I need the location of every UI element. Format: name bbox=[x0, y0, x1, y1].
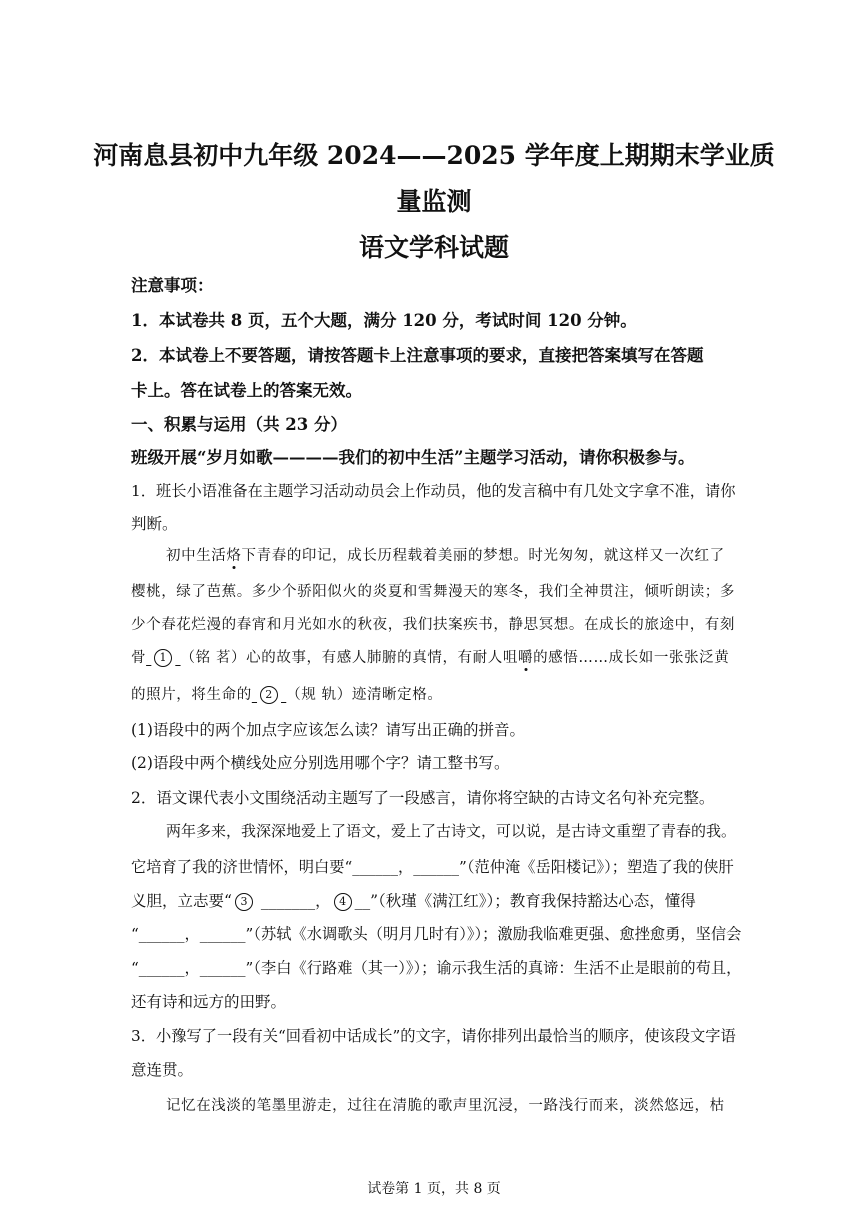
dotted-char: 嚼 bbox=[517, 650, 534, 666]
exam-title-line2: 量监测 bbox=[396, 187, 472, 216]
q2-passage-line3 bbox=[131, 889, 741, 911]
section1-heading: 一、积累与运用（共 23 分） bbox=[131, 415, 347, 434]
q3-stem-line1: 3．小豫写了一段有关“回看初中话成长”的文字，请你排列出最恰当的顺序，使该段文字语 bbox=[131, 1027, 736, 1045]
q1-sub1: (1)语段中的两个加点字应该怎么读？请写出正确的拼音。 bbox=[131, 721, 525, 739]
notice-heading: 注意事项： bbox=[131, 276, 214, 295]
q2-passage-line1: 两年多来，我深深地爱上了语文，爱上了古诗文，可以说，是古诗文重塑了青春的我。 bbox=[166, 822, 737, 840]
exam-title-line1: 河南息县初中九年级 2024——2025 学年度上期期末学业质 bbox=[93, 141, 775, 170]
q1-passage-line1 bbox=[166, 544, 741, 565]
passage-text: 义胆，立志要“ bbox=[131, 892, 232, 910]
blank-1 bbox=[146, 650, 180, 666]
exam-subtitle: 语文学科试题 bbox=[358, 233, 509, 262]
notice-item-2-line2: 卡上。答在试卷上的答案无效。 bbox=[131, 381, 362, 400]
q1-passage-line2: 樱桃，绿了芭蕉。多少个骄阳似火的炎夏和雪舞漫天的寒冬，我们全神贯注，倾听朗读；多 bbox=[131, 584, 735, 600]
passage-text: _______， bbox=[255, 892, 331, 910]
q3-passage-line1: 记忆在浅淡的笔墨里游走，过往在清脆的歌声里沉浸，一路浅行而来，淡然悠远，枯 bbox=[166, 1098, 725, 1114]
passage-text: 的感悟……成长如一张张泛黄 bbox=[533, 650, 730, 666]
circled-number-1: 1 bbox=[154, 649, 172, 667]
passage-text: 骨 bbox=[131, 650, 147, 666]
q1-stem-line2: 判断。 bbox=[131, 515, 178, 533]
notice-item-1: 1．本试卷共 8 页，五个大题，满分 120 分，考试时间 120 分钟。 bbox=[131, 311, 637, 330]
q2-passage-line6: 还有诗和远方的田野。 bbox=[131, 993, 287, 1011]
q2-passage-line4: “______，______”（苏轼《水调歌头（明月几时有）》）；激励我临难更强、愈挫愈勇，坚信会 bbox=[131, 925, 742, 943]
q2-stem: 2．语文课代表小文围绕活动主题写了一段感言，请你将空缺的古诗文名句补充完整。 bbox=[131, 789, 715, 807]
passage-text: 下青春的印记，成长历程载着美丽的梦想。时光匆匆，就这样又一次红了 bbox=[241, 548, 725, 564]
page-footer: 试卷第 1 页，共 8 页 bbox=[367, 1181, 501, 1197]
circled-number-3: 3 bbox=[235, 893, 253, 911]
notice-item-2-line1: 2．本试卷上不要答题，请按答题卡上注意事项的要求，直接把答案填写在答题 bbox=[131, 346, 704, 365]
passage-text: （规 轨）迹清晰定格。 bbox=[286, 687, 443, 703]
section1-intro: 班级开展“岁月如歌————我们的初中生活”主题学习活动，请你积极参与。 bbox=[131, 448, 695, 467]
passage-text: 初中生活 bbox=[166, 548, 227, 564]
passage-text: __”（秋瑾《满江红》）；教育我保持豁达心态，懂得 bbox=[354, 892, 696, 910]
blank-2 bbox=[252, 687, 286, 703]
passage-text: （铭 茗）心的故事，有感人肺腑的真情，有耐人咀 bbox=[180, 650, 518, 666]
q1-passage-line5 bbox=[131, 683, 741, 704]
q1-sub2: (2)语段中两个横线处应分别选用哪个字？请工整书写。 bbox=[131, 754, 510, 772]
q1-passage-line4 bbox=[131, 646, 741, 667]
q2-passage-line5: “______，______”（李白《行路难（其一）》）；谕示我生活的真谛：生活不止是眼前的苟且， bbox=[131, 959, 742, 977]
dotted-char: 烙 bbox=[226, 548, 242, 564]
q1-stem-line1: 1．班长小语准备在主题学习活动动员会上作动员，他的发言稿中有几处文字拿不准，请你 bbox=[131, 482, 736, 500]
q2-passage-line2: 它培育了我的济世情怀，明白要“______，______”（范仲淹《岳阳楼记》）；塑造了我的侠肝 bbox=[131, 858, 734, 876]
circled-number-4: 4 bbox=[334, 893, 352, 911]
circled-number-2: 2 bbox=[260, 686, 278, 704]
passage-text: 的照片，将生命的 bbox=[131, 687, 252, 703]
q3-stem-line2: 意连贯。 bbox=[131, 1061, 194, 1079]
q1-passage-line3: 少个春花烂漫的春宵和月光如水的秋夜，我们扶案疾书，静思冥想。在成长的旅途中，有刻 bbox=[131, 617, 735, 633]
